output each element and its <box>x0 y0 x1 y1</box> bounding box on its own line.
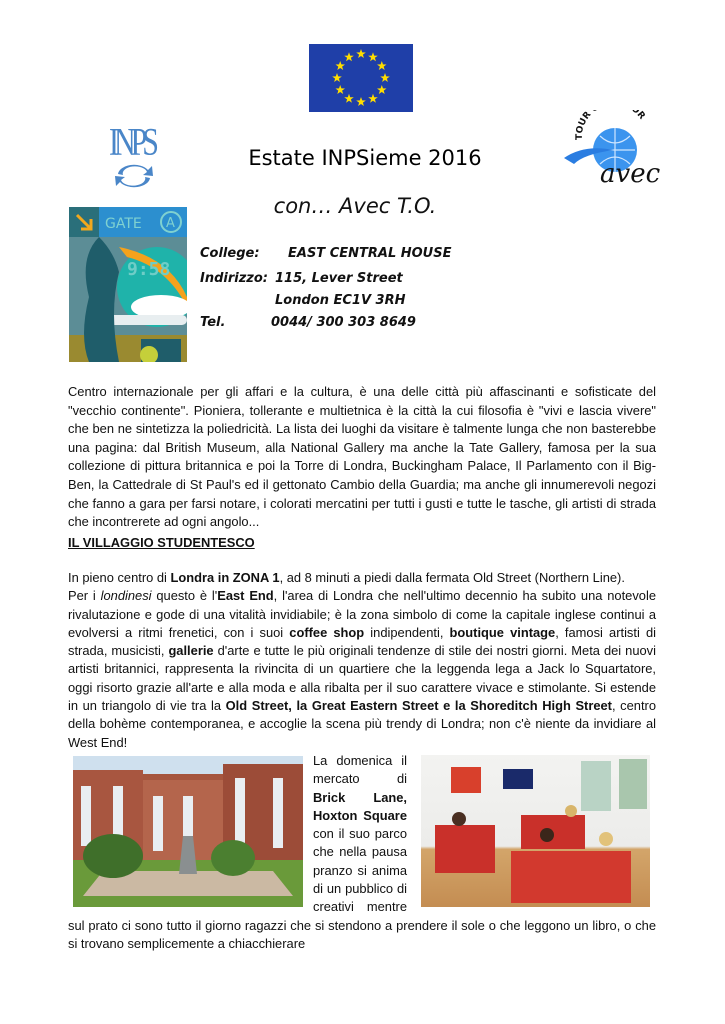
eu-star-icon <box>336 61 346 70</box>
text-segment: d'arte e tutte le più originali tendenze di stile dei nostri giorni. Meta dei nuovi artisti britannici, rappresenta la rivincita di un quartiere che la leggenda lega a Jack lo Squartatore, oggi risorto grazie all'arte e alla moda e alla ribalta per il suo carattere vivace e stimolante. Si estende in un triangolo di vie tra la <box>68 643 656 714</box>
eu-star-icon <box>332 73 342 82</box>
text-segment: continui a evolversi a ritmi frenetici, con i suoi <box>68 606 656 640</box>
common-room-photo <box>421 755 650 907</box>
student-village-building-photo <box>73 756 303 907</box>
svg-text:A: A <box>166 216 175 231</box>
text-segment: indipendenti, <box>364 624 450 640</box>
svg-text:avec: avec <box>600 159 661 188</box>
svg-text:9:58: 9:58 <box>127 259 171 280</box>
text-segment: , ad 8 minuti a piedi dalla fermata Old Street (Northern Line). <box>279 570 625 585</box>
text-bold: coffee shop <box>289 624 365 640</box>
address-line1: 115, Lever Street <box>275 271 403 286</box>
text-bold: East End <box>217 588 274 604</box>
college-info <box>200 246 500 337</box>
text-bold: Brick Lane, Hoxton Square <box>313 789 407 823</box>
text-bold: gallerie <box>168 643 214 659</box>
text-segment: , famosi artisti di strada, musicisti, <box>68 624 656 659</box>
text-segment: In pieno centro di <box>68 570 171 585</box>
intro-paragraph: Centro internazionale per gli affari e la cultura, è una delle città più affascinanti e sofisticate del "vecchio continente". Pioniera, tollerante e multietnica è la città la cui filosofia è "vivi e lascia vivere" che ben ne sintetizza la poliedricità. La lista dei luoghi da visitare è talmente lunga che non basterebbe una pagina: dal British Museum, alla National Gallery ma anche la Tate Gallery, famosa per la sua collezione di pittura britannica e poi la Torre di Londra, Buckingham Palace, Il Parlamento con il Big-Ben, la Cattedrale di St Paul's ed il gettonato Cambio della Guardia; ma anche gli innumerevoli negozi che fanno a gara per farsi notare, i colorati mercatini per tutti i gusti e tutte le tasche, gli artisti di strada che incontrerete ad ogni angolo... <box>68 384 656 530</box>
village-paragraph <box>68 569 656 953</box>
text-segment: questo è l' <box>151 588 218 604</box>
eu-star-icon <box>377 85 387 94</box>
eu-star-icon <box>356 97 366 106</box>
eu-star-icon <box>380 73 390 82</box>
address-label: Indirizzo: <box>200 271 268 286</box>
eu-star-icon <box>368 52 378 61</box>
tel-label: Tel. <box>200 315 226 330</box>
text-segment: Per i <box>68 588 101 604</box>
college-label: College: <box>200 246 260 261</box>
eu-star-icon <box>377 61 387 70</box>
text-segment: , l'area di Londra che nell'ultimo decennio ha subito una notevole rivalutazione e gode di una vitalità invidiabile; è la zona simbolo di come la capitale inglese <box>68 588 656 622</box>
svg-text:TOUR OPERATOR: TOUR OR <box>574 110 647 141</box>
text-bold: Londra in ZONA 1 <box>170 570 280 585</box>
eu-star-icon <box>344 52 354 61</box>
section-heading: IL VILLAGGIO STUDENTESCO <box>68 535 255 550</box>
svg-text:GATE: GATE <box>105 216 142 232</box>
text-segment: , centro della bohème contemporanea, e accoglie la scena più trendy di Londra; non c'è niente da invidiare al West End! <box>68 698 656 750</box>
eu-star-icon <box>344 94 354 103</box>
tel-value: 0044/ 300 303 8649 <box>271 315 416 330</box>
document-subtitle: con… Avec T.O. <box>273 194 437 218</box>
text-segment: La domenica il mercato di <box>313 752 407 787</box>
eu-star-icon <box>336 85 346 94</box>
text-bold: boutique vintage <box>449 624 556 640</box>
eu-star-icon <box>368 94 378 103</box>
text-italic: londinesi <box>100 588 152 604</box>
svg-text:INPS: INPS <box>109 119 159 164</box>
eu-flag-logo <box>309 44 413 112</box>
avec-tour-operator-logo <box>560 110 662 188</box>
text-segment: con il suo parco che nella pausa pranzo si anima di un pubblico di creativi mentre sul prato ci sono tutto il giorno ragazzi che si stendono a prendere il sole o che leggono un libro, o che si trovano semplicemente a chiacchierare <box>68 826 656 951</box>
gate-travel-illustration <box>69 207 187 362</box>
address-line2: London EC1V 3RH <box>275 293 406 308</box>
eu-star-icon <box>356 49 366 58</box>
text-bold: Old Street, la Great Eastern Street e la Shoreditch High Street <box>225 698 612 714</box>
document-title: Estate INPSieme 2016 <box>248 146 482 170</box>
inps-logo <box>106 118 162 192</box>
college-value: EAST CENTRAL HOUSE <box>288 246 452 261</box>
